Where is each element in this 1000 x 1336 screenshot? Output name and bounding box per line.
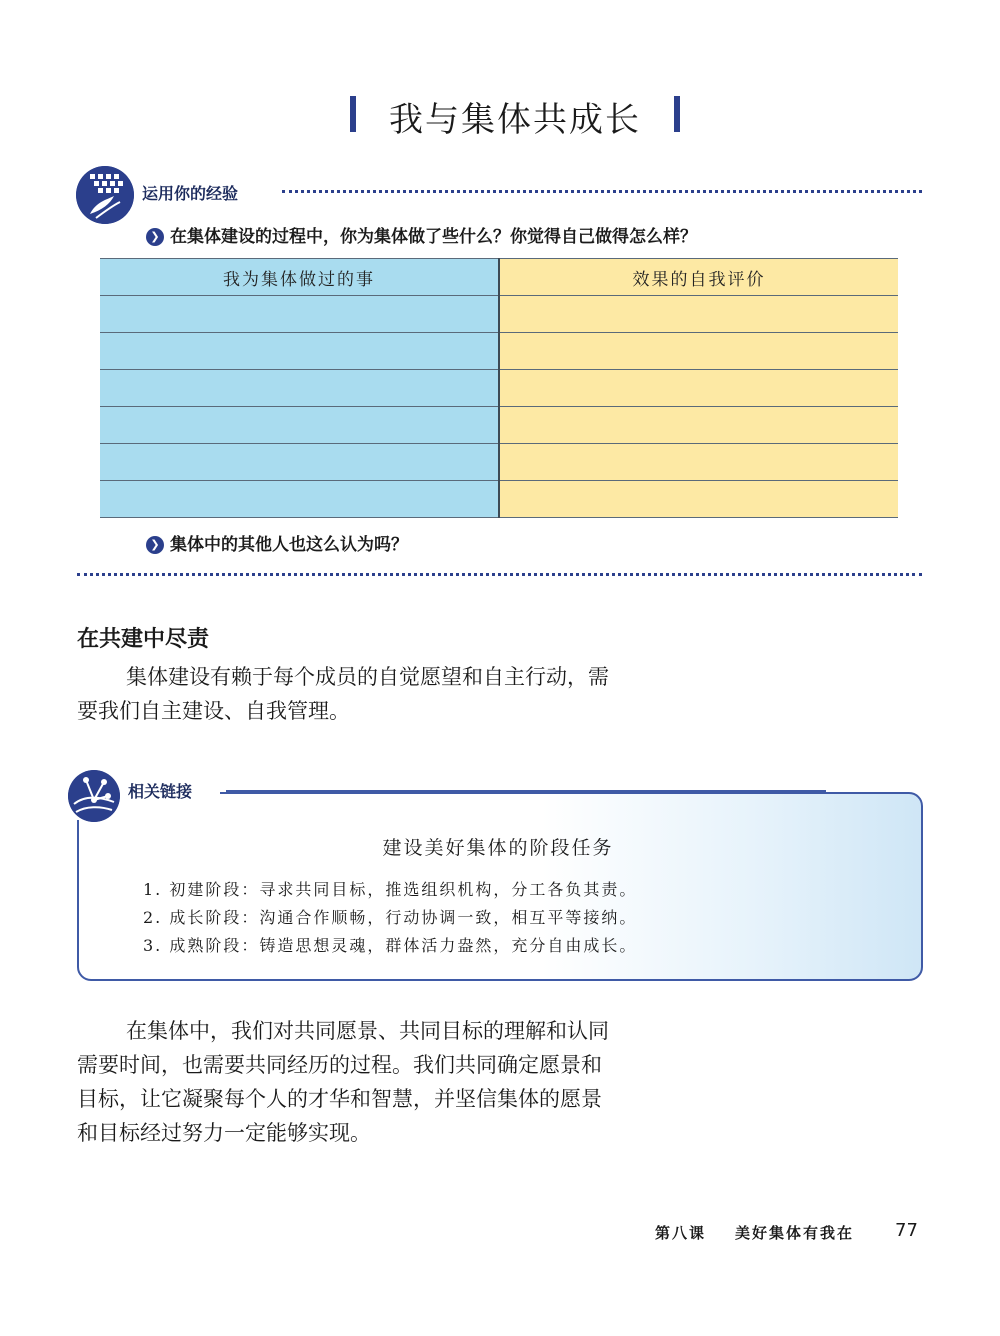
- table-cell-left[interactable]: [100, 407, 499, 444]
- page-title-block: [340, 92, 690, 142]
- question-2-text: 集体中的其他人也这么认为吗？: [170, 535, 408, 555]
- table-cell-right[interactable]: [499, 296, 898, 333]
- table-cell-left[interactable]: [100, 444, 499, 481]
- related-link-item: 3. 成熟阶段：铸造思想灵魂，群体活力盎然，充分自由成长。: [143, 936, 638, 955]
- footer-lesson: 第八课: [655, 1224, 707, 1242]
- chevron-right-circle-icon: ❯: [146, 536, 164, 554]
- table-cell-left[interactable]: [100, 370, 499, 407]
- closing-paragraph-line4: 和目标经过努力一定能够实现。: [77, 1121, 371, 1145]
- table-cell-right[interactable]: [499, 444, 898, 481]
- experience-label: 运用你的经验: [142, 184, 239, 203]
- table-cell-left[interactable]: [100, 333, 499, 370]
- pixel-hand-badge-icon: [76, 166, 134, 224]
- related-link-item: 1. 初建阶段：寻求共同目标，推选组织机构，分工各负其责。: [143, 880, 638, 899]
- section-heading: 在共建中尽责: [77, 627, 210, 652]
- related-link-label: 相关链接: [128, 782, 193, 801]
- footer-lesson-title: 美好集体有我在: [735, 1224, 855, 1242]
- table-row: [100, 296, 898, 333]
- table-row: [100, 333, 898, 370]
- related-link-box-title: 建设美好集体的阶段任务: [382, 837, 614, 859]
- table-row: [100, 407, 898, 444]
- table-cell-left[interactable]: [100, 481, 499, 518]
- table-cell-right[interactable]: [499, 481, 898, 518]
- table-row: [100, 481, 898, 518]
- related-link-header-line: [226, 790, 826, 792]
- table-header-row: [100, 259, 898, 296]
- closing-paragraph-line1: 在集体中，我们对共同愿景、共同目标的理解和认同: [126, 1019, 609, 1043]
- table-cell-right[interactable]: [499, 407, 898, 444]
- experience-table: [100, 258, 898, 518]
- page-title: 我与集体共成长: [389, 100, 641, 140]
- table-header-things-done: 我为集体做过的事: [100, 259, 499, 296]
- table-row: [100, 444, 898, 481]
- question-1: [146, 222, 697, 247]
- page-number: 77: [895, 1220, 918, 1241]
- table-row: [100, 370, 898, 407]
- question-2: [146, 530, 408, 555]
- experience-bottom-divider: [77, 573, 922, 576]
- network-globe-badge-icon: [68, 770, 120, 822]
- section-paragraph-line2: 要我们自主建设、自我管理。: [77, 699, 350, 723]
- related-link-item: 2. 成长阶段：沟通合作顺畅，行动协调一致，相互平等接纳。: [143, 908, 638, 927]
- table-cell-right[interactable]: [499, 333, 898, 370]
- title-right-bar: [674, 96, 680, 132]
- section-paragraph-line1: 集体建设有赖于每个成员的自觉愿望和自主行动，需: [126, 665, 609, 689]
- closing-paragraph-line3: 目标，让它凝聚每个人的才华和智慧，并坚信集体的愿景: [77, 1087, 602, 1111]
- chevron-right-circle-icon: ❯: [146, 228, 164, 246]
- table-cell-right[interactable]: [499, 370, 898, 407]
- closing-paragraph-line2: 需要时间，也需要共同经历的过程。我们共同确定愿景和: [77, 1053, 602, 1077]
- table-header-self-evaluation: 效果的自我评价: [499, 259, 898, 296]
- question-1-text: 在集体建设的过程中，你为集体做了些什么？你觉得自己做得怎么样？: [170, 227, 697, 247]
- experience-top-divider: [282, 190, 922, 193]
- table-cell-left[interactable]: [100, 296, 499, 333]
